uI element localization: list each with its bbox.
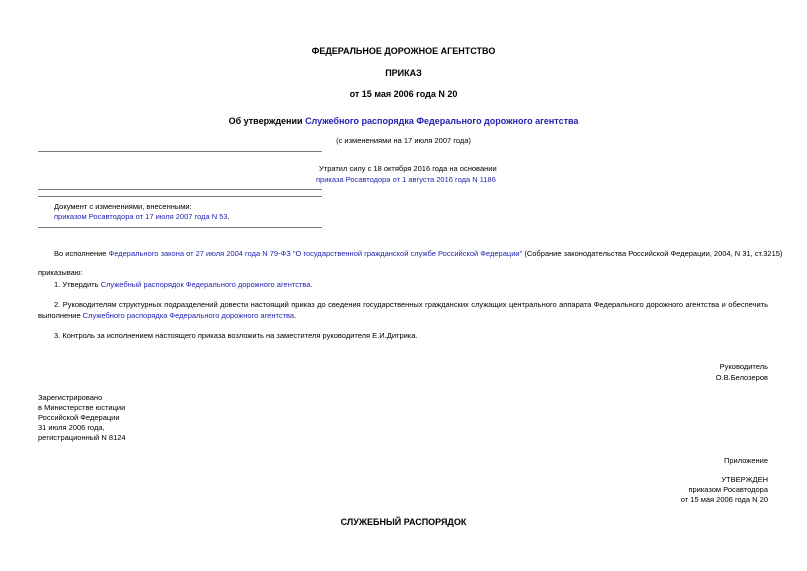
registration-line: 31 июля 2006 года, — [38, 423, 105, 432]
amendments-line — [54, 212, 230, 221]
lost-force-link[interactable]: приказа Росавтодора от 1 августа 2016 года N 1186 — [316, 175, 496, 184]
item-2-suffix: . — [294, 311, 297, 320]
preamble-prefix: Во исполнение — [54, 249, 109, 258]
preamble-suffix: (Собрание законодательства Российской Федерации, 2004, N 31, ст.3215) — [522, 249, 783, 258]
divider — [38, 151, 322, 152]
item-2-link[interactable]: Служебного распорядка Федерального дорожного агентства — [82, 311, 295, 320]
item-1-suffix: . — [310, 280, 313, 289]
doc-type: ПРИКАЗ — [385, 68, 422, 78]
item-1-link[interactable]: Служебный распорядок Федерального дорожного агентства — [100, 280, 311, 289]
amendments-link[interactable]: приказом Росавтодора от 17 июля 2007 года N 53 — [54, 212, 228, 221]
divider — [38, 196, 322, 197]
section-title: СЛУЖЕБНЫЙ РАСПОРЯДОК — [340, 517, 467, 527]
item-3: 3. Контроль за исполнением настоящего приказа возложить на заместителя руководителя Е.И.Дитрика. — [54, 331, 418, 340]
title-link[interactable]: Служебного распорядка Федерального дорожного агентства — [305, 116, 579, 126]
signature-position: Руководитель — [719, 362, 768, 371]
registration-line: Зарегистрировано — [38, 393, 103, 402]
order-word: приказываю: — [38, 268, 83, 277]
registration-line: в Министерстве юстиции — [38, 403, 126, 412]
appendix-order-date: от 15 мая 2006 года N 20 — [680, 495, 768, 504]
agency-name: ФЕДЕРАЛЬНОЕ ДОРОЖНОЕ АГЕНТСТВО — [311, 46, 496, 56]
item-2 — [38, 299, 768, 321]
appendix-approved: УТВЕРЖДЕН — [721, 475, 768, 484]
changes-note: (с изменениями на 17 июля 2007 года) — [336, 136, 471, 145]
signature-name: О.В.Белозеров — [715, 373, 768, 382]
amendments-label: Документ с изменениями, внесенными: — [54, 202, 192, 211]
amendments-suffix: . — [227, 212, 230, 221]
page-title — [0, 116, 807, 126]
appendix-label: Приложение — [724, 456, 768, 465]
lost-force-text: Утратил силу с 18 октября 2016 года на основании — [319, 164, 497, 173]
divider — [38, 189, 322, 190]
doc-date-number: от 15 мая 2006 года N 20 — [349, 89, 458, 99]
registration-line: Российской Федерации — [38, 413, 120, 422]
appendix-by-order: приказом Росавтодора — [688, 485, 768, 494]
preamble-link[interactable]: Федерального закона от 27 июля 2004 года N 79-ФЗ "О государственной гражданской службе Российской Федерации" — [108, 249, 523, 258]
item-1 — [54, 280, 313, 289]
item-2-text: 2. Руководителям структурных подразделений довести настоящий приказ до сведения государственных гражданских служащих центрального аппарата Федерального дорожного агентства и обеспечить выполнение — [38, 300, 768, 320]
item-1-prefix: 1. Утвердить — [54, 280, 101, 289]
divider — [38, 227, 322, 228]
registration-line: регистрационный N 8124 — [38, 433, 126, 442]
preamble — [54, 249, 782, 258]
title-prefix: Об утверждении — [228, 116, 306, 126]
